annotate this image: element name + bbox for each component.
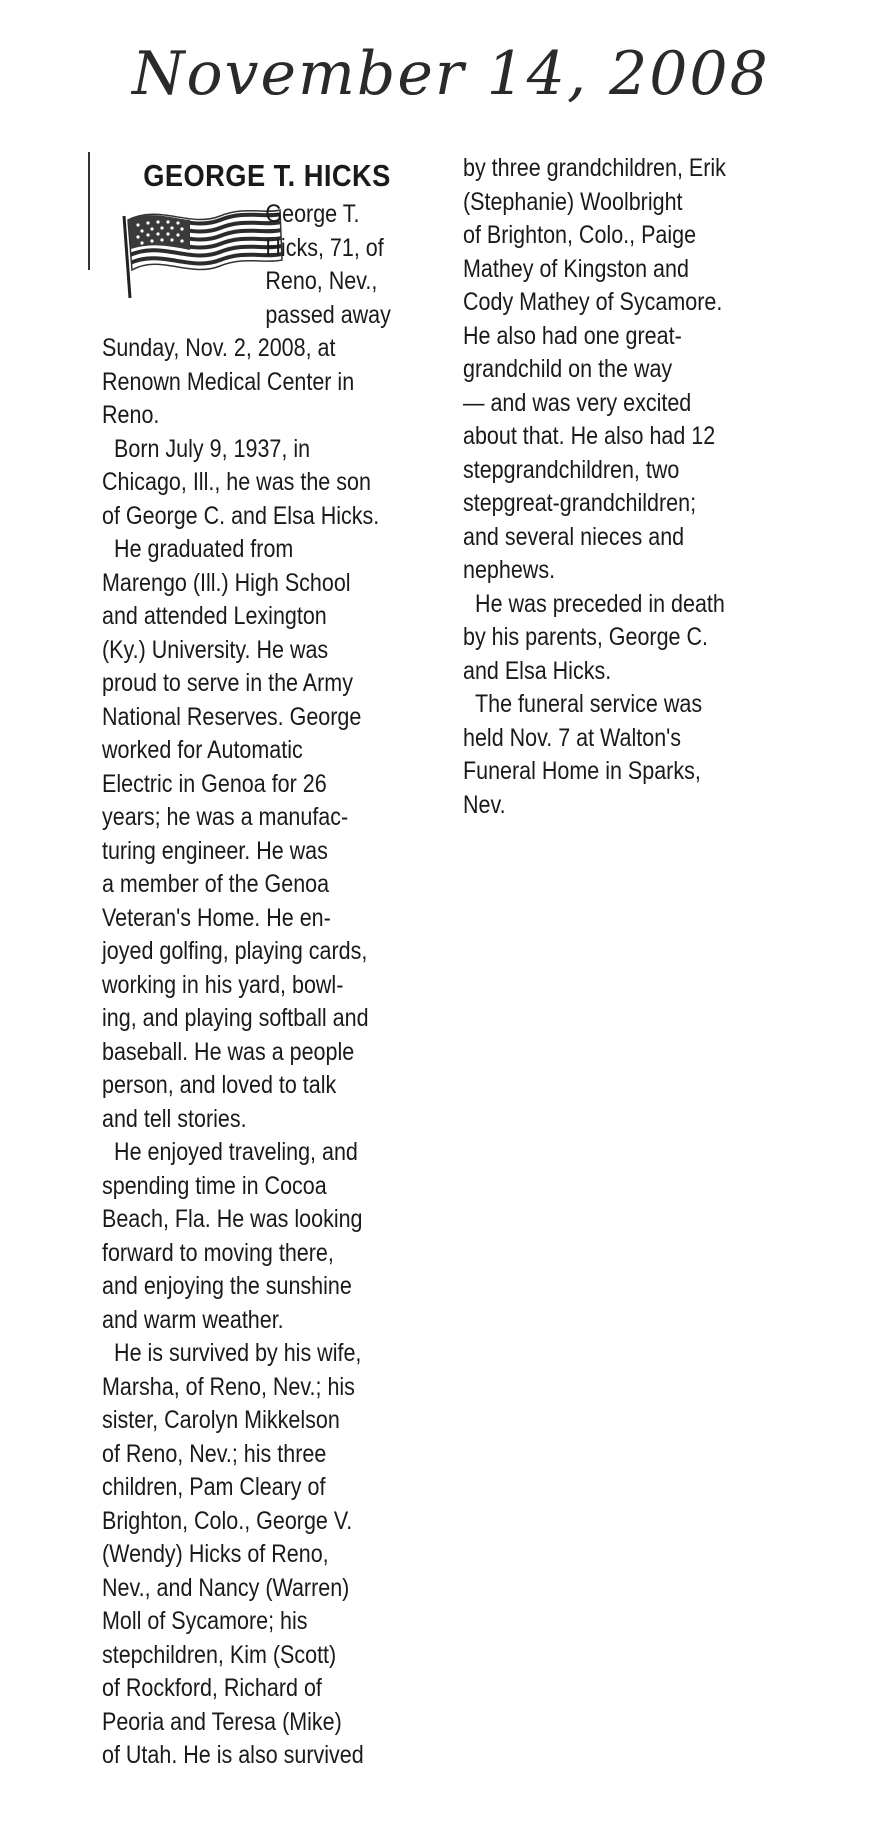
text-line: Brighton, Colo., George V.: [102, 1506, 353, 1535]
text-line: of Utah. He is also survived: [102, 1741, 364, 1769]
text-line: The funeral service was: [475, 690, 703, 718]
right-column: [463, 152, 793, 822]
obituary-headline: GEORGE T. HICKS: [143, 158, 391, 193]
text-line: proud to serve in the Army: [102, 669, 353, 697]
text-line: turing engineer. He was: [102, 836, 328, 865]
text-line: and enjoying the sunshine: [102, 1272, 352, 1300]
handwritten-date: [128, 28, 770, 118]
text-line: Cody Mathey of Sycamore.: [463, 288, 723, 316]
text-line: by three grandchildren, Erik: [463, 154, 726, 182]
text-line: of George C. and Elsa Hicks.: [102, 501, 380, 530]
text-line: Sunday, Nov. 2, 2008, at: [102, 334, 336, 362]
text-line: Peoria and Teresa (Mike): [102, 1707, 342, 1736]
text-line: and Elsa Hicks.: [463, 656, 612, 685]
text-line: forward to moving there,: [102, 1238, 334, 1267]
text-line: of Reno, Nev.; his three: [102, 1439, 327, 1468]
text-line: and tell stories.: [102, 1104, 247, 1133]
paragraph-born: [102, 433, 432, 534]
text-line: Beach, Fla. He was looking: [102, 1205, 363, 1233]
text-line: worked for Automatic: [102, 736, 303, 764]
text-line: by his parents, George C.: [463, 623, 708, 651]
text-line: Renown Medical Center in: [102, 367, 355, 396]
paragraph-preceded: [463, 588, 793, 689]
text-line: Nev., and Nancy (Warren): [102, 1573, 350, 1602]
paragraph-travel: [102, 1136, 432, 1337]
text-line: Hicks, 71, of: [265, 233, 384, 262]
text-line: Reno.: [102, 401, 160, 429]
text-line: National Reserves. George: [102, 702, 362, 731]
left-column: [102, 152, 432, 1773]
text-line: working in his yard, bowl-: [102, 970, 344, 999]
paragraph-grandchildren: [463, 152, 793, 588]
text-line: (Wendy) Hicks of Reno,: [102, 1540, 329, 1568]
text-line: years; he was a manufac-: [102, 803, 349, 831]
text-line: Nev.: [463, 790, 506, 819]
text-line: Veteran's Home. He en-: [102, 903, 331, 932]
text-line: ing, and playing softball and: [102, 1004, 369, 1032]
text-line: Funeral Home in Sparks,: [463, 757, 701, 785]
handwritten-date-text: November 14, 2008: [132, 39, 770, 109]
text-line: Electric in Genoa for 26: [102, 769, 327, 798]
text-line: of Brighton, Colo., Paige: [463, 221, 697, 249]
text-line: (Stephanie) Woolbright: [463, 187, 683, 216]
text-line: children, Pam Cleary of: [102, 1473, 326, 1501]
text-line: of Rockford, Richard of: [102, 1674, 322, 1702]
text-line: Born July 9, 1937, in: [114, 434, 311, 463]
text-line: stepgrandchildren, two: [463, 455, 680, 484]
text-line: held Nov. 7 at Walton's: [463, 723, 682, 752]
text-line: Mathey of Kingston and: [463, 254, 689, 283]
paragraph-funeral: [463, 688, 793, 822]
handwritten-date-svg: [128, 28, 770, 118]
paragraph-intro: [102, 198, 432, 332]
text-line: He enjoyed traveling, and: [114, 1138, 358, 1166]
text-line: about that. He also had 12: [463, 422, 716, 450]
text-line: stepgreat-grandchildren;: [463, 489, 697, 517]
text-line: and warm weather.: [102, 1305, 284, 1334]
text-line: Marsha, of Reno, Nev.; his: [102, 1372, 355, 1401]
text-line: stepchildren, Kim (Scott): [102, 1640, 337, 1669]
text-line: George T.: [265, 200, 360, 228]
text-line: (Ky.) University. He was: [102, 635, 329, 664]
paragraph-survivors: [102, 1337, 432, 1773]
text-line: He is survived by his wife,: [114, 1339, 362, 1367]
text-line: Moll of Sycamore; his: [102, 1607, 308, 1635]
text-line: Marengo (Ill.) High School: [102, 568, 351, 597]
column-rule: [88, 152, 90, 270]
text-line: nephews.: [463, 556, 556, 584]
text-line: He also had one great-: [463, 321, 682, 350]
text-line: and attended Lexington: [102, 602, 327, 630]
text-line: — and was very excited: [463, 388, 692, 417]
text-line: person, and loved to talk: [102, 1071, 337, 1099]
text-line: and several nieces and: [463, 522, 685, 551]
text-line: He was preceded in death: [475, 589, 725, 618]
text-line: sister, Carolyn Mikkelson: [102, 1406, 340, 1434]
text-line: Chicago, Ill., he was the son: [102, 468, 371, 496]
text-line: passed away: [265, 300, 391, 329]
text-line: baseball. He was a people: [102, 1037, 355, 1066]
text-line: He graduated from: [114, 535, 294, 563]
text-line: Reno, Nev.,: [265, 267, 378, 295]
text-line: spending time in Cocoa: [102, 1171, 327, 1200]
paragraph-intro-cont: [102, 332, 432, 433]
paragraph-career: [102, 533, 432, 1136]
text-line: grandchild on the way: [463, 355, 673, 383]
text-line: a member of the Genoa: [102, 870, 330, 898]
text-line: joyed golfing, playing cards,: [102, 937, 368, 965]
